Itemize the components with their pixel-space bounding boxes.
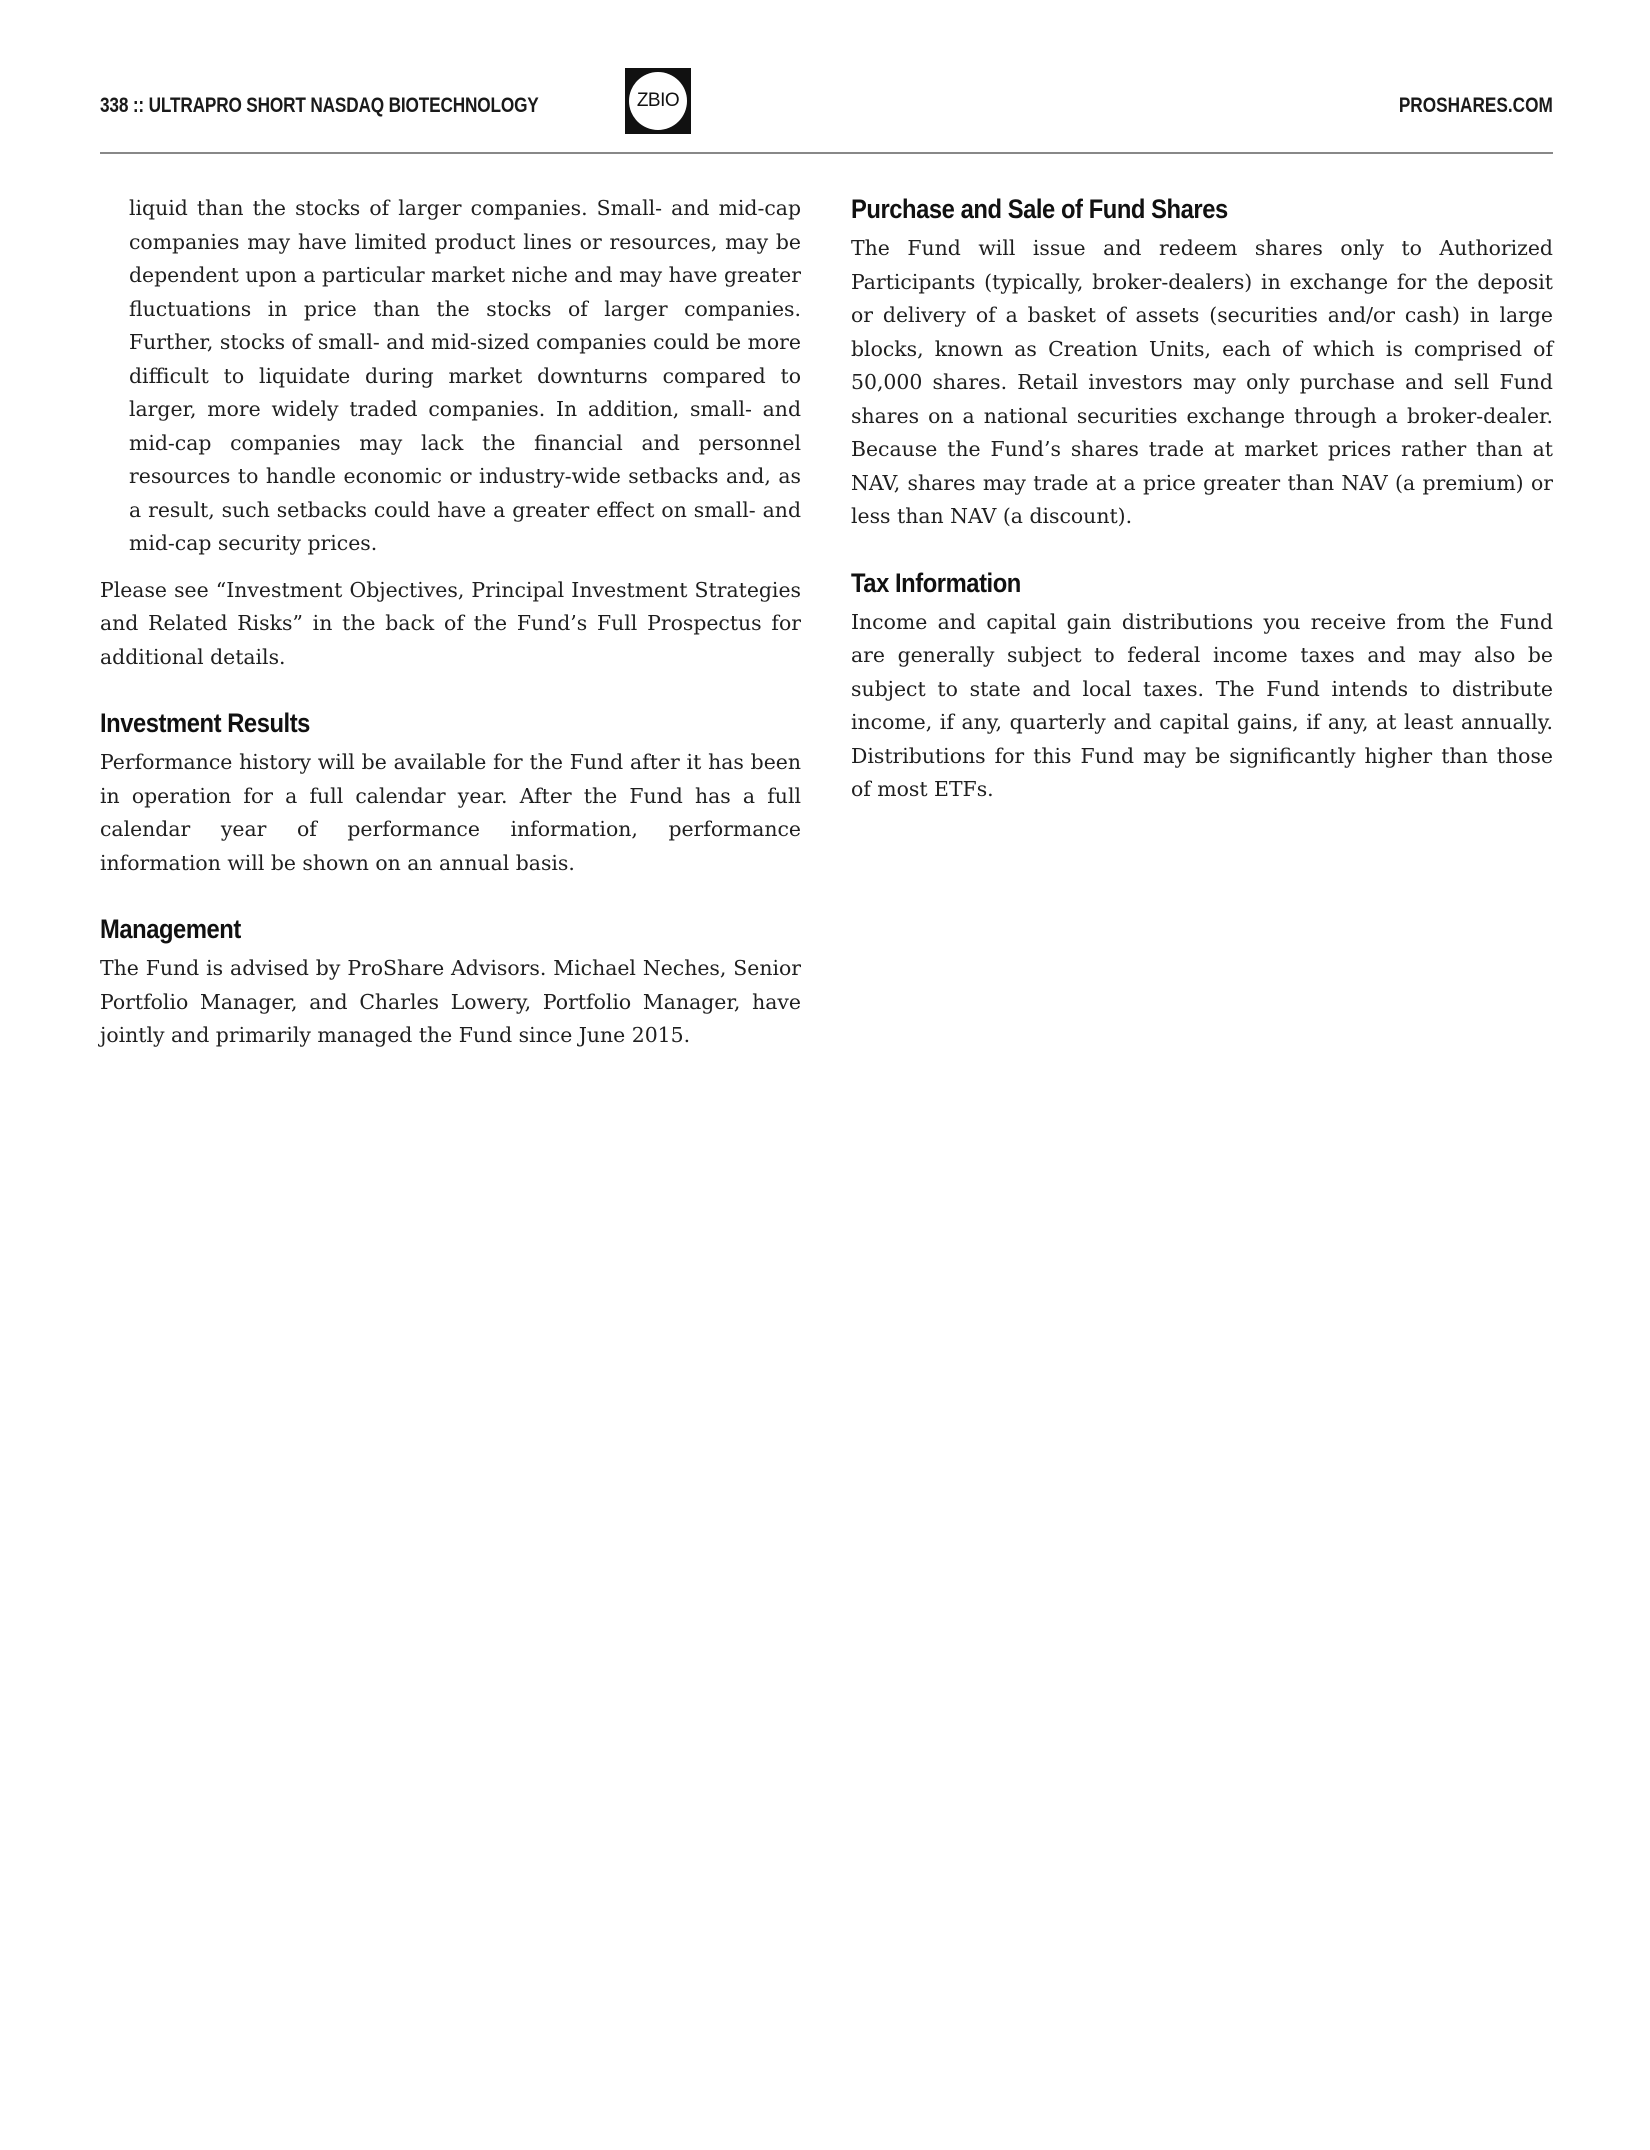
management-body: The Fund is advised by ProShare Advisors. Michael Neches, Senior Portfolio Manager, and Charles Lowery, Portfolio Manager, have jointly and primarily managed the Fund since June 2015.: [100, 956, 801, 1047]
header-divider: [100, 152, 1553, 154]
investment-results-heading: Investment Results: [100, 708, 310, 738]
management-heading: Management: [100, 914, 241, 944]
ticker-badge: [625, 68, 691, 134]
site-url: PROSHARES.COM: [1398, 94, 1553, 117]
tax-information-body: Income and capital gain distributions you receive from the Fund are generally subject to federal income taxes and may also be subject to state and local taxes. The Fund intends to distribute income, if any, quarterly and capital gains, if any, at least annually. Distributions for this Fund may be significantly higher than those of most ETFs.: [851, 609, 1553, 801]
ticker-label: ZBIO: [629, 72, 687, 130]
left-column: [100, 192, 801, 1066]
continued-risk-paragraph: liquid than the stocks of larger companies. Small- and mid-cap companies may have limited product lines or resources, may be dependent upon a particular market niche and may have greater fluctuations in price than the stocks of larger companies. Further, stocks of small- and mid-sized companies could be more difficult to liquidate during market downturns compared to larger, more widely traded companies. In addition, small- and mid-cap companies may lack the financial and personnel resources to handle economic or industry-wide setbacks and, as a result, such setbacks could have a greater effect on small- and mid-cap security prices.: [129, 196, 801, 555]
purchase-sale-body: The Fund will issue and redeem shares only to Authorized Participants (typically, broker-dealers) in exchange for the deposit or delivery of a basket of assets (securities and/or cash) in large blocks, known as Creation Units, each of which is comprised of 50,000 shares. Retail investors may only purchase and sell Fund shares on a national securities exchange through a broker-dealer. Because the Fund’s shares trade at market prices rather than at NAV, shares may trade at a price greater than NAV (a premium) or less than NAV (a discount).: [851, 236, 1553, 528]
investment-results-body: Performance history will be available for the Fund after it has been in operation for a full calendar year. After the Fund has a full calendar year of performance information, performance information will be shown on an annual basis.: [100, 750, 801, 875]
purchase-sale-heading: Purchase and Sale of Fund Shares: [851, 194, 1228, 224]
tax-information-heading: Tax Information: [851, 567, 1021, 598]
page-number-title: 338 :: ULTRAPRO SHORT NASDAQ BIOTECHNOLOGY: [100, 94, 539, 117]
see-also-paragraph: Please see “Investment Objectives, Principal Investment Strategies and Related Risks” in the back of the Fund’s Full Prospectus for additional details.: [100, 577, 801, 669]
page-header: [100, 66, 1553, 150]
right-column: [851, 192, 1553, 820]
